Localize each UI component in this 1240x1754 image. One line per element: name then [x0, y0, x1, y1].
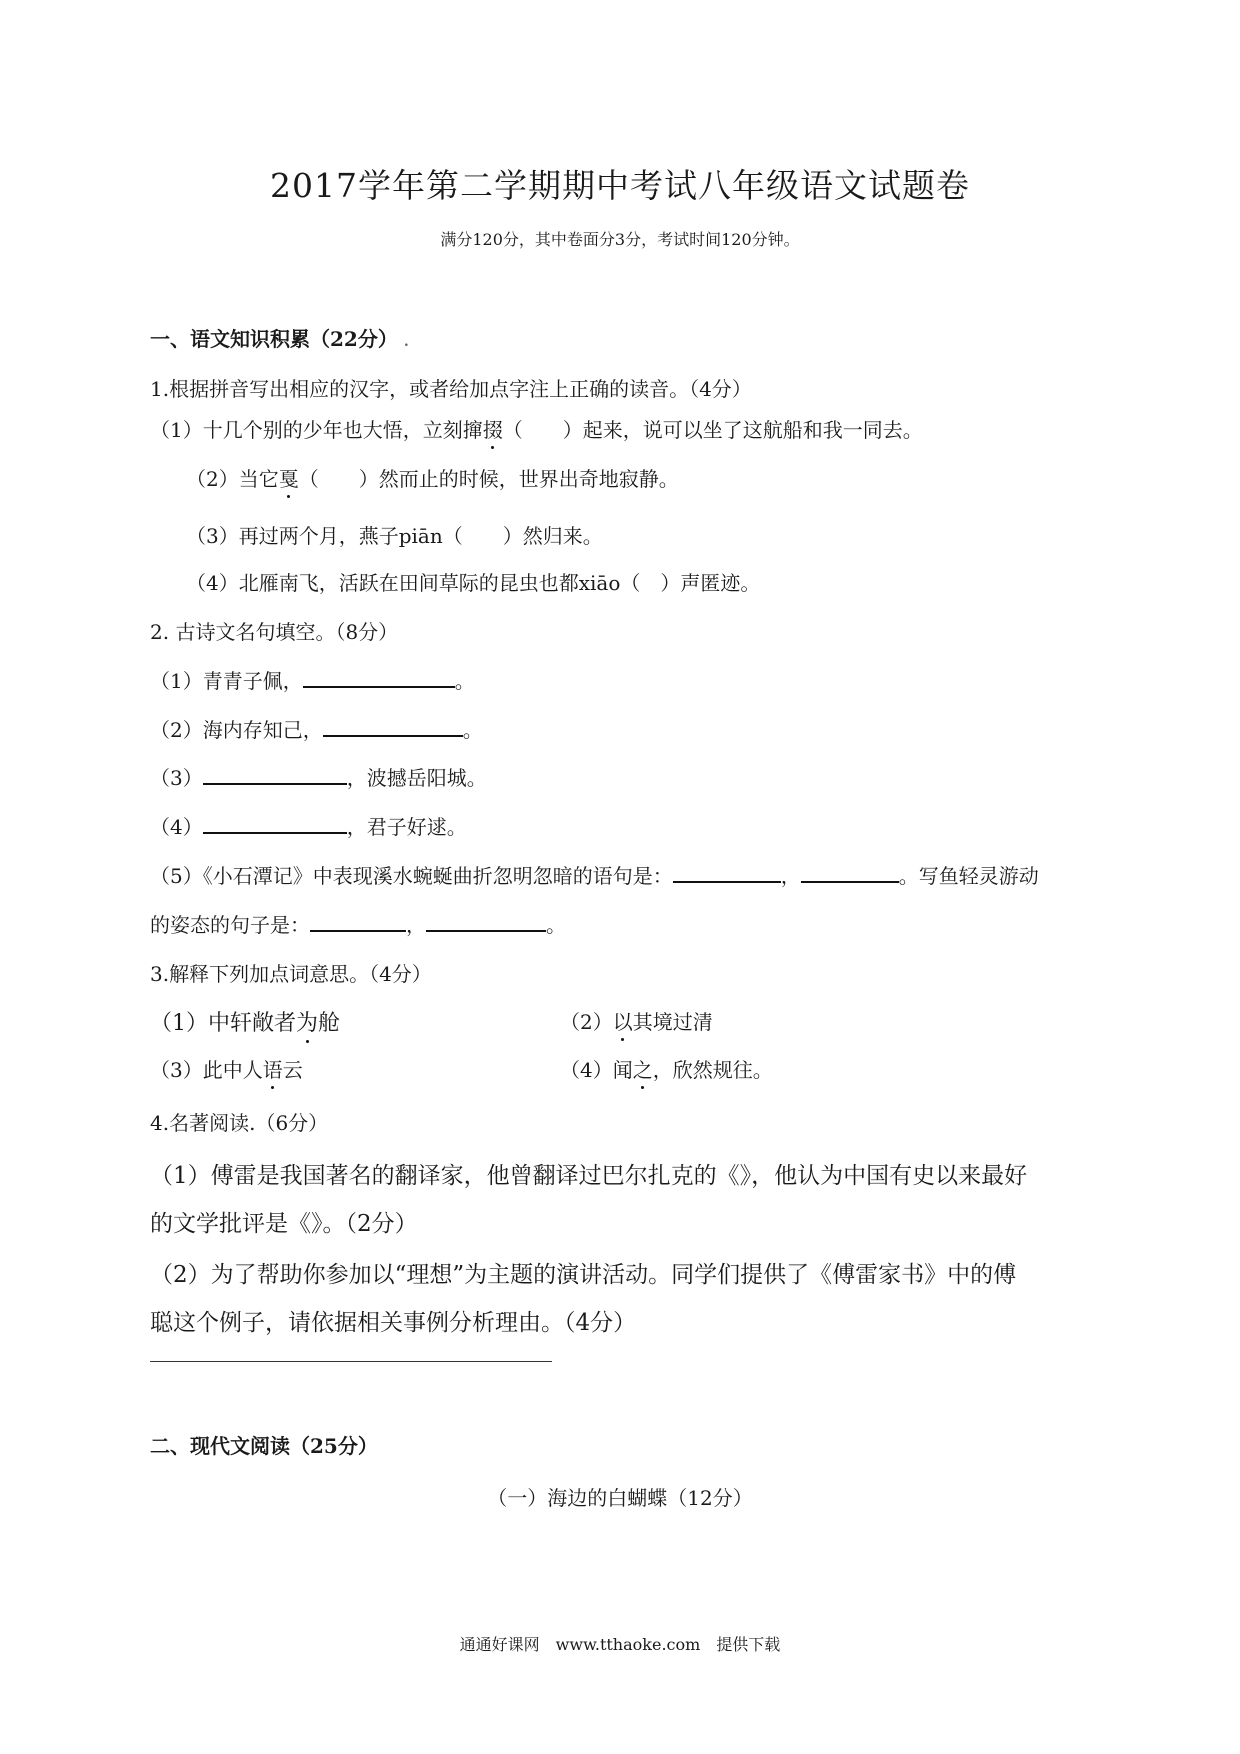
section-2-heading: 二、现代文阅读（25分）: [150, 1434, 378, 1458]
q3-item-4: （4）闻之，欣然规往。: [560, 1054, 773, 1083]
exam-title: 2017学年第二学期期中考试八年级语文试题卷: [270, 166, 970, 205]
q2-item-3: （3） ，波撼岳阳城。: [150, 766, 487, 790]
fill-blank[interactable]: [203, 814, 347, 834]
dotted-char: 之: [633, 1054, 653, 1083]
fill-blank[interactable]: [303, 668, 455, 688]
q4-line-4: 聪这个例子，请依据相关事例分析理由。（4分）: [150, 1310, 637, 1336]
answer-line[interactable]: [150, 1361, 552, 1362]
q4-line-2: 的文学批评是《》。（2分）: [150, 1211, 418, 1237]
q3-item-2: （2）以其境过清: [560, 1006, 713, 1035]
exam-subtitle: 满分120分，其中卷面分3分，考试时间120分钟。: [440, 230, 800, 249]
footer-source: 通通好课网 www.tthaoke.com 提供下载: [459, 1635, 781, 1654]
dotted-char: 戛: [279, 463, 299, 492]
q1-item-3: （3）再过两个月，燕子piān（ ）然归来。: [186, 524, 603, 548]
fill-blank[interactable]: [426, 912, 546, 932]
q2-item-4: （4） ，君子好逑。: [150, 815, 467, 839]
q2-stem: 2. 古诗文名句填空。（8分）: [150, 620, 399, 644]
q1-stem: 1.根据拼音写出相应的汉字，或者给加点字注上正确的读音。（4分）: [150, 377, 752, 401]
q4-stem: 4.名著阅读.（6分）: [150, 1111, 329, 1135]
q3-item-3: （3）此中人语云: [150, 1054, 303, 1083]
section-2-subheading: （一）海边的白蝴蝶（12分）: [487, 1486, 753, 1510]
q2-item-5-cont: 的姿态的句子是： ， 。: [150, 913, 566, 937]
q2-item-1: （1）青青子佩， 。: [150, 669, 475, 693]
fill-blank[interactable]: [203, 765, 347, 785]
section-1-heading: 一、语文知识积累（22分） .: [150, 327, 409, 351]
q3-stem: 3.解释下列加点词意思。（4分）: [150, 962, 432, 986]
dotted-char: 为: [296, 1006, 318, 1037]
q1-item-1: （1）十几个别的少年也大悟，立刻撺掇（ ）起来，说可以坐了这航船和我一同去。: [150, 414, 923, 443]
q2-item-2: （2）海内存知己， 。: [150, 718, 483, 742]
q1-item-4: （4）北雁南飞，活跃在田间草际的昆虫也都xiāo（ ）声匿迹。: [186, 571, 761, 595]
q1-item-2: （2）当它戛（ ）然而止的时候，世界出奇地寂静。: [186, 463, 679, 492]
q4-line-3: （2）为了帮助你参加以“理想”为主题的演讲活动。同学们提供了《傅雷家书》中的傅: [150, 1262, 1017, 1288]
dotted-char: 掇: [483, 414, 503, 443]
q2-item-5: （5）《小石潭记》中表现溪水蜿蜒曲折忽明忽暗的语句是： ， 。写鱼轻灵游动: [150, 864, 1039, 888]
q3-item-1: （1）中轩敞者为舱: [150, 1006, 340, 1037]
fill-blank[interactable]: [323, 717, 463, 737]
dotted-char: 语: [263, 1054, 283, 1083]
fill-blank[interactable]: [673, 863, 781, 883]
fill-blank[interactable]: [801, 863, 899, 883]
fill-blank[interactable]: [310, 912, 406, 932]
dotted-char: 以: [613, 1006, 633, 1035]
stray-mark: .: [403, 334, 409, 350]
q4-line-1: （1）傅雷是我国著名的翻译家，他曾翻译过巴尔扎克的《》，他认为中国有史以来最好: [150, 1163, 1028, 1189]
